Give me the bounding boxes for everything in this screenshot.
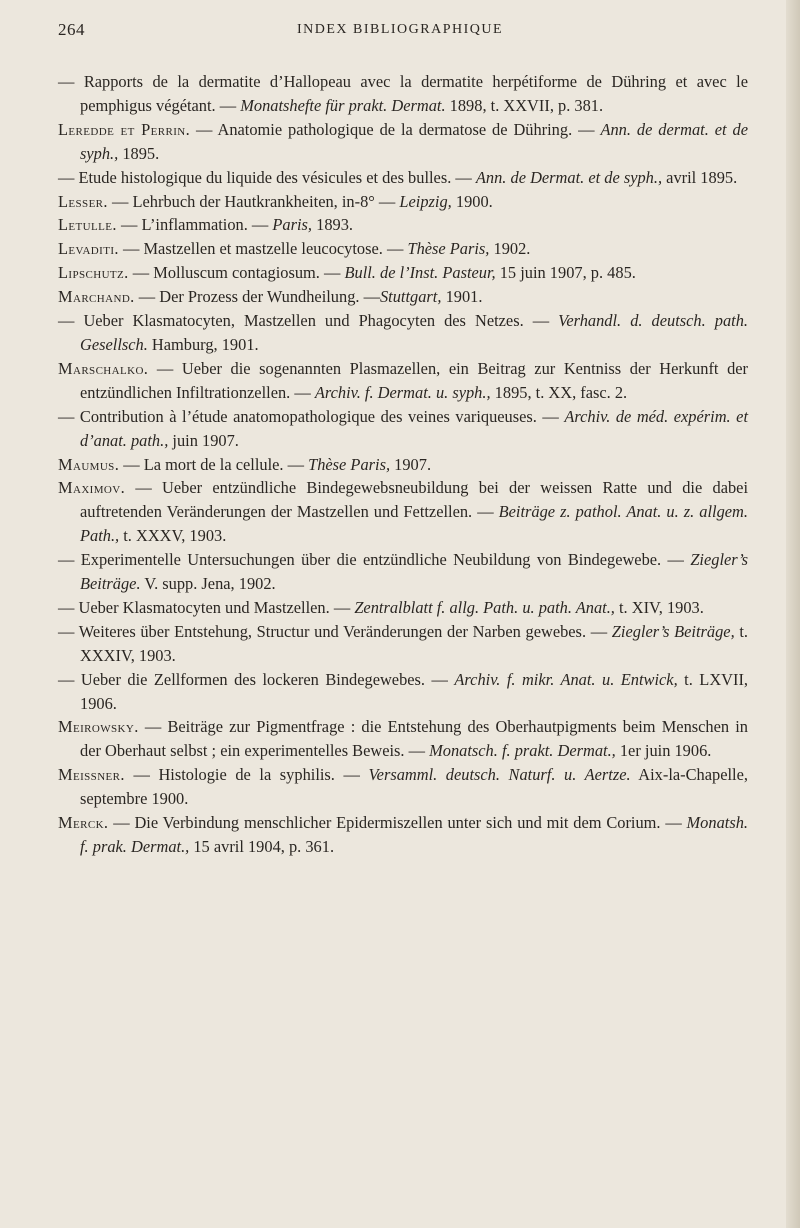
entry-details: V. supp. Jena, 1902. — [140, 574, 276, 594]
entry-details: 1901. — [441, 287, 483, 307]
entry-text: — L’inflammation. — — [116, 215, 273, 235]
bibliography-entry — [58, 763, 748, 811]
entry-author: Maumus. — [58, 454, 120, 474]
entry-author: Leredde et Perrin. — [58, 119, 191, 139]
page-number: 264 — [58, 20, 85, 39]
entry-source: Archiv. de méd. expérim. et d’anat. path., — [80, 406, 748, 450]
bibliography-entry — [58, 213, 748, 237]
entry-source: Paris, — [272, 215, 313, 235]
bibliography-entry — [58, 357, 748, 405]
entry-source: Archiv. f. Dermat. u. syph., — [314, 382, 491, 402]
running-head: INDEX BIBLIOGRAPHIQUE — [296, 22, 504, 37]
entry-details: t. XXXV, 1903. — [119, 526, 227, 546]
entry-source: Versamml. deutsch. Naturf. u. Aertze. — [368, 765, 631, 785]
bibliography-entry — [58, 285, 748, 309]
entry-text: — Experimentelle Untersuchungen über die entzündliche Neubildung von Bindegewebe. — — [58, 550, 691, 570]
entry-details: 1895. — [118, 143, 160, 163]
bibliography-entry — [58, 453, 748, 477]
entry-details: t. XIV, 1903. — [614, 597, 704, 617]
entry-text: — Mastzellen et mastzelle leucocytose. — — [118, 239, 408, 259]
entry-text: — Weiteres über Entstehung, Structur und Veränderungen der Narben gewebes. — — [58, 621, 612, 641]
entry-text: — Ueber die sogenannten Plasmazellen, ein Beitrag zur Kentniss der Herkunft der entzündlichen Infiltrationzellen. — — [80, 358, 748, 402]
entry-source: Thèse Paris, — [407, 239, 490, 259]
entry-source: Thèse Paris, — [308, 454, 391, 474]
entry-source: Bull. de l’Inst. Pasteur, — [344, 263, 496, 283]
entry-source: Ziegler’s Beiträge, — [611, 621, 735, 641]
bibliography-entry — [58, 261, 748, 285]
bibliography-entry — [58, 166, 748, 190]
entry-text: — La mort de la cellule. — — [119, 454, 309, 474]
entry-details: avril 1895. — [662, 167, 738, 187]
entry-details: Hamburg, 1901. — [147, 334, 259, 354]
entry-text: — Etude histologique du liquide des vésicules et des bulles. — — [58, 167, 476, 187]
entry-text: — Anatomie pathologique de la dermatose de Dühring. — — [190, 119, 601, 139]
bibliography-entry — [58, 548, 748, 596]
entry-source: Monatshefte für prakt. Dermat. — [240, 95, 446, 115]
entry-source: Monatsch. f. prakt. Dermat., — [429, 741, 616, 761]
bibliography-list — [58, 70, 748, 859]
entry-text: — Ueber entzündliche Bindegewebsneubildung bei der weissen Ratte und die dabei auftretenden Veränderungen der Mastzellen und Fettzellen. — — [80, 478, 748, 522]
entry-author: Merck. — [58, 813, 109, 833]
bibliography-entry — [58, 118, 748, 166]
bibliography-entry — [58, 811, 748, 859]
entry-text: — Contribution à l’étude anatomopathologique des veines variqueuses. — — [58, 406, 565, 426]
bibliography-entry — [58, 668, 748, 716]
entry-text: — Ueber die Zellformen des lockeren Bindegewebes. — — [58, 669, 455, 689]
entry-source: Beiträge z. pathol. Anat. u. z. allgem. Path., — [80, 502, 748, 546]
entry-text: — Ueber Klasmatocyten, Mastzellen und Phagocyten des Netzes. — — [58, 311, 559, 331]
entry-source: Ziegler’s Beiträge. — [80, 550, 748, 594]
entry-source: Verhandl. d. deutsch. path. Gesellsch. — [80, 311, 748, 354]
entry-details: 1er juin 1906. — [615, 741, 712, 761]
entry-author: Letulle. — [58, 215, 117, 235]
entry-text: — Histologie de la syphilis. — — [124, 765, 369, 785]
entry-source: Leipzig, — [399, 191, 452, 211]
bibliography-entry — [58, 596, 748, 620]
entry-text: — Die Verbindung menschlicher Epidermiszellen unter sich und mit dem Corium. — — [108, 813, 687, 833]
bibliography-entry — [58, 190, 748, 214]
entry-text: — Molluscum contagiosum. — — [128, 263, 345, 283]
entry-author: Levaditi. — [58, 239, 119, 259]
entry-text: — Rapports de la dermatite d’Hallopeau avec la dermatite herpétiforme de Dühring et avec le pemphigus végétant. — — [58, 72, 748, 115]
entry-details: 1893. — [312, 215, 354, 235]
entry-source: Stuttgart, — [379, 287, 442, 307]
bibliography-entry — [58, 237, 748, 261]
entry-details: 15 avril 1904, p. 361. — [189, 837, 335, 856]
entry-source: Ann. de Dermat. et de syph., — [475, 167, 663, 187]
entry-text: — Der Prozess der Wundheilung. — — [134, 287, 380, 307]
entry-details: 1902. — [489, 239, 531, 259]
entry-text: — Lehrbuch der Hautkrankheiten, in-8° — — [107, 191, 400, 211]
entry-details: 1907. — [390, 454, 432, 474]
bibliography-entry — [58, 476, 748, 548]
bibliography-entry — [58, 620, 748, 668]
entry-details: juin 1907. — [168, 430, 239, 450]
entry-details: 1895, t. XX, fasc. 2. — [490, 382, 628, 402]
entry-source: Zentralblatt f. allg. Path. u. path. Anat., — [354, 597, 615, 617]
entry-details: 15 juin 1907, p. 485. — [495, 263, 636, 283]
entry-author: Lipschutz. — [58, 263, 129, 283]
entry-details: t. XXXIV, 1903. — [80, 621, 748, 665]
entry-source: Ann. de dermat. et de syph., — [80, 119, 748, 163]
entry-author: Meissner. — [58, 765, 125, 785]
entry-author: Lesser. — [58, 191, 108, 211]
bibliography-entry — [58, 309, 748, 357]
entry-text: — Beiträge zur Pigmentfrage : die Entstehung des Oberhautpigments beim Menschen in der Oberhaut selbst ; ein experimentelles Beweis. — — [80, 717, 748, 761]
entry-author: Marschalko. — [58, 358, 149, 378]
entry-source: Monatsh. f. prak. Dermat., — [80, 813, 748, 856]
page-edge-shadow — [786, 0, 800, 1228]
bibliography-entry — [58, 715, 748, 763]
entry-author: Marchand. — [58, 287, 135, 307]
entry-details: 1900. — [451, 191, 493, 211]
bibliography-entry — [58, 405, 748, 453]
entry-text: — Ueber Klasmatocyten und Mastzellen. — — [58, 597, 355, 617]
entry-details: t. LXVII, 1906. — [80, 669, 749, 713]
entry-author: Meirowsky. — [58, 717, 139, 737]
bibliography-entry — [58, 70, 748, 118]
entry-details: Aix-la-Chapelle, septembre 1900. — [80, 765, 748, 809]
entry-source: Archiv. f. mikr. Anat. u. Entwick, — [454, 669, 678, 689]
entry-details: 1898, t. XXVII, p. 381. — [445, 95, 604, 115]
entry-author: Maximov. — [58, 478, 126, 498]
